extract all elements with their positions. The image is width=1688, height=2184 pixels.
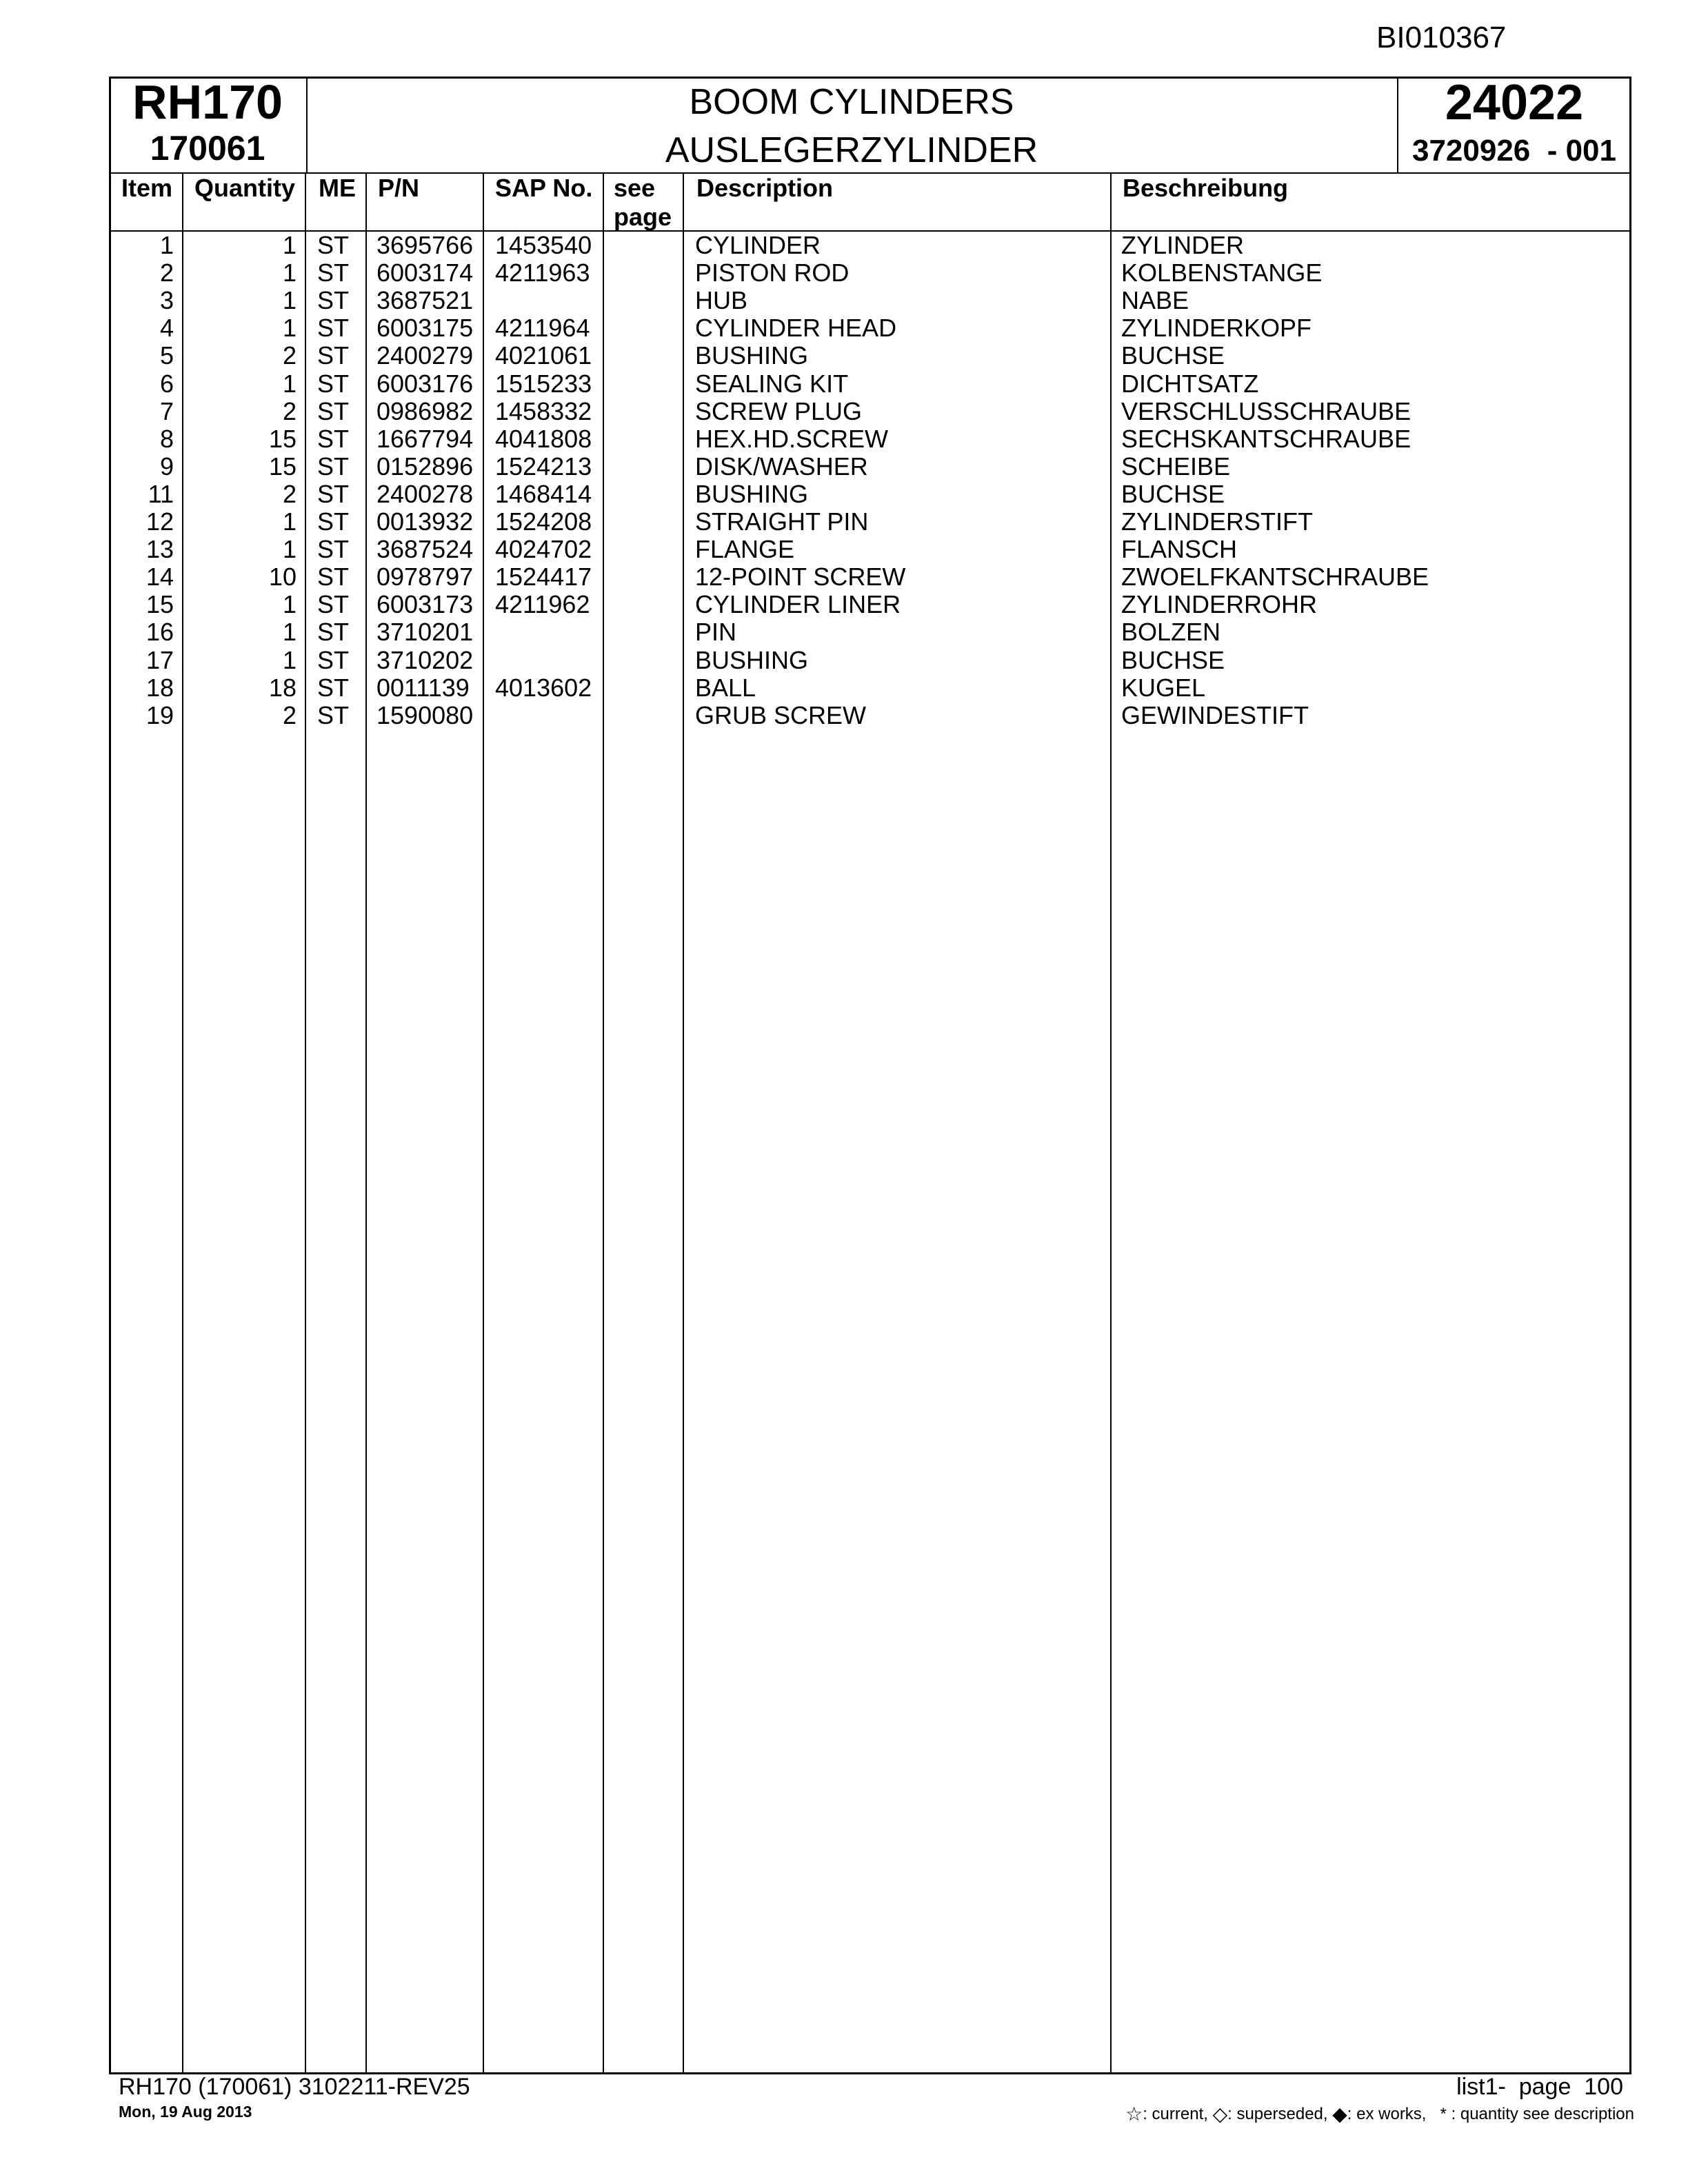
cell-description: PISTON ROD [695, 259, 850, 287]
cell-item: 12 [145, 507, 174, 536]
column-header-quantity: Quantity [194, 174, 296, 202]
cell-pn: 0152896 [376, 452, 474, 481]
cell-beschreibung: ZYLINDERROHR [1121, 590, 1318, 619]
cell-quantity: 15 [268, 452, 297, 481]
cell-description: BUSHING [695, 479, 809, 508]
cell-me: ST [317, 424, 350, 453]
cell-beschreibung: ZYLINDERSTIFT [1121, 507, 1314, 536]
cell-beschreibung: KUGEL [1121, 673, 1206, 702]
cell-item: 17 [145, 645, 174, 674]
cell-me: ST [317, 452, 350, 481]
cell-sap: 4024702 [495, 535, 592, 564]
cell-beschreibung: SECHSKANTSCHRAUBE [1121, 424, 1411, 453]
cell-me: ST [317, 507, 350, 536]
cell-me: ST [317, 645, 350, 674]
cell-item: 2 [159, 259, 174, 287]
column-separator [483, 172, 484, 2074]
cell-see-page [614, 287, 680, 314]
cell-description: GRUB SCREW [695, 700, 867, 729]
document-id: BI010367 [1376, 21, 1507, 54]
cell-pn: 6003174 [376, 259, 474, 287]
cell-beschreibung: FLANSCH [1121, 535, 1238, 564]
cell-me: ST [317, 535, 350, 564]
cell-quantity: 1 [282, 590, 297, 619]
cell-see-page [614, 453, 680, 481]
group-number: 24022 [1445, 75, 1584, 130]
cell-me: ST [317, 479, 350, 508]
cell-item: 16 [145, 618, 174, 647]
cell-see-page [614, 425, 680, 453]
legend-quantity: * : quantity see description [1440, 2105, 1634, 2123]
legend-ex-works: : ex works, [1347, 2105, 1427, 2123]
cell-see-page [614, 702, 680, 729]
title-english: BOOM CYLINDERS [689, 82, 1014, 122]
cell-sap: 4013602 [495, 673, 592, 702]
column-header-item: Item [121, 174, 173, 202]
cell-item: 6 [159, 369, 174, 398]
cell-description: HUB [695, 286, 748, 315]
cell-see-page [614, 398, 680, 425]
cell-sap: 4211964 [495, 314, 590, 343]
cell-me: ST [317, 673, 350, 702]
cell-see-page [614, 342, 680, 370]
column-separator [603, 172, 604, 2074]
cell-me: ST [317, 700, 350, 729]
cell-description: CYLINDER HEAD [695, 314, 897, 343]
cell-pn: 6003173 [376, 590, 474, 619]
cell-see-page [614, 314, 680, 342]
legend-superseded: : superseded, [1227, 2105, 1328, 2123]
cell-pn: 1667794 [376, 424, 474, 453]
cell-item: 14 [145, 563, 174, 592]
column-separator [305, 172, 306, 2074]
cell-item: 11 [148, 479, 174, 508]
cell-sap: 1524417 [495, 563, 592, 592]
cell-item: 13 [145, 535, 174, 564]
cell-sap: 4211963 [495, 259, 590, 287]
cell-beschreibung: BUCHSE [1121, 479, 1225, 508]
cell-sap: 1524208 [495, 507, 592, 536]
legend-current: : current, [1143, 2105, 1208, 2123]
cell-sap: 1524213 [495, 452, 592, 481]
column-separator [1110, 172, 1112, 2074]
cell-item: 8 [159, 424, 174, 453]
cell-sap: 1458332 [495, 396, 592, 425]
cell-me: ST [317, 259, 350, 287]
cell-beschreibung: ZWOELFKANTSCHRAUBE [1121, 563, 1429, 592]
cell-sap [495, 702, 599, 729]
cell-pn: 2400279 [376, 341, 474, 370]
cell-pn: 3695766 [376, 231, 474, 259]
cell-sap: 4041808 [495, 424, 592, 453]
group-reference: 3720926 - 001 [1411, 134, 1617, 168]
cell-item: 18 [145, 673, 174, 702]
cell-beschreibung: VERSCHLUSSCHRAUBE [1121, 396, 1411, 425]
cell-item: 1 [159, 231, 174, 259]
cell-see-page [614, 591, 680, 618]
cell-me: ST [317, 231, 350, 259]
cell-sap [495, 647, 599, 674]
cell-item: 15 [145, 590, 174, 619]
cell-description: PIN [695, 618, 737, 647]
cell-quantity: 1 [282, 314, 297, 343]
column-header-see: see [614, 174, 656, 202]
cell-pn: 0013932 [376, 507, 474, 536]
cell-description: SEALING KIT [695, 369, 849, 398]
cell-me: ST [317, 341, 350, 370]
cell-pn: 3710201 [376, 618, 474, 647]
column-separator [683, 172, 684, 2074]
cell-quantity: 18 [268, 673, 297, 702]
cell-description: BUSHING [695, 645, 809, 674]
cell-me: ST [317, 590, 350, 619]
cell-quantity: 2 [282, 479, 297, 508]
cell-item: 19 [145, 700, 174, 729]
cell-quantity: 2 [282, 341, 297, 370]
cell-quantity: 1 [282, 369, 297, 398]
column-header-me: ME [319, 174, 356, 202]
cell-beschreibung: SCHEIBE [1121, 452, 1231, 481]
cell-sap: 1453540 [495, 231, 592, 259]
cell-quantity: 15 [268, 424, 297, 453]
column-header-page: page [614, 203, 672, 231]
cell-see-page [614, 563, 680, 591]
cell-pn: 2400278 [376, 479, 474, 508]
cell-me: ST [317, 618, 350, 647]
cell-quantity: 1 [282, 286, 297, 315]
cell-beschreibung: BUCHSE [1121, 341, 1225, 370]
cell-sap: 1515233 [495, 369, 592, 398]
footer-document-ref: RH170 (170061) 3102211-REV25 [119, 2074, 470, 2100]
cell-description: DISK/WASHER [695, 452, 868, 481]
cell-item: 3 [159, 286, 174, 315]
cell-description: 12-POINT SCREW [695, 563, 906, 592]
cell-me: ST [317, 396, 350, 425]
cell-item: 9 [159, 452, 174, 481]
column-header-pn: P/N [378, 174, 420, 202]
cell-me: ST [317, 563, 350, 592]
cell-see-page [614, 259, 680, 287]
cell-description: BALL [695, 673, 756, 702]
cell-see-page [614, 536, 680, 563]
cell-beschreibung: GEWINDESTIFT [1121, 700, 1309, 729]
cell-quantity: 10 [268, 563, 297, 592]
cell-description: STRAIGHT PIN [695, 507, 869, 536]
cell-beschreibung: DICHTSATZ [1121, 369, 1259, 398]
cell-sap: 1468414 [495, 479, 592, 508]
column-separator [365, 172, 367, 2074]
cell-beschreibung: BOLZEN [1121, 618, 1221, 647]
cell-item: 4 [159, 314, 174, 343]
model-number: 170061 [150, 129, 265, 168]
cell-quantity: 1 [282, 507, 297, 536]
cell-quantity: 1 [282, 259, 297, 287]
footer-page-number: list1- page 100 [1456, 2074, 1623, 2100]
cell-pn: 3687524 [376, 535, 474, 564]
cell-description: CYLINDER LINER [695, 590, 901, 619]
cell-sap [495, 618, 599, 646]
cell-pn: 0986982 [376, 396, 474, 425]
cell-me: ST [317, 369, 350, 398]
cell-sap [495, 287, 599, 314]
cell-description: HEX.HD.SCREW [695, 424, 889, 453]
cell-see-page [614, 370, 680, 398]
cell-pn: 0011139 [376, 673, 470, 702]
cell-description: FLANGE [695, 535, 795, 564]
cell-item: 7 [159, 396, 174, 425]
cell-item: 5 [159, 341, 174, 370]
cell-quantity: 1 [282, 231, 297, 259]
cell-beschreibung: NABE [1121, 286, 1189, 315]
cell-quantity: 2 [282, 396, 297, 425]
model-name: RH170 [132, 75, 283, 129]
cell-me: ST [317, 286, 350, 315]
column-header-beschreibung: Beschreibung [1123, 174, 1289, 202]
cell-pn: 3687521 [376, 286, 474, 315]
footer-date: Mon, 19 Aug 2013 [119, 2103, 252, 2121]
cell-see-page [614, 232, 680, 259]
cell-pn: 0978797 [376, 563, 474, 592]
cell-quantity: 1 [282, 645, 297, 674]
cell-sap: 4021061 [495, 341, 592, 370]
cell-see-page [614, 674, 680, 702]
cell-beschreibung: BUCHSE [1121, 645, 1225, 674]
column-header-description: Description [696, 174, 834, 202]
cell-see-page [614, 508, 680, 536]
cell-quantity: 1 [282, 535, 297, 564]
cell-quantity: 2 [282, 700, 297, 729]
cell-description: BUSHING [695, 341, 809, 370]
diamond-filled-icon: ◆ [1332, 2103, 1347, 2125]
column-header-sap: SAP No. [495, 174, 593, 202]
cell-description: SCREW PLUG [695, 396, 863, 425]
cell-see-page [614, 647, 680, 674]
diamond-outline-icon: ◇ [1212, 2103, 1228, 2125]
cell-pn: 1590080 [376, 700, 474, 729]
cell-beschreibung: ZYLINDERKOPF [1121, 314, 1312, 343]
cell-quantity: 1 [282, 618, 297, 647]
cell-pn: 6003175 [376, 314, 474, 343]
cell-sap: 4211962 [495, 590, 590, 619]
cell-description: CYLINDER [695, 231, 821, 259]
cell-beschreibung: KOLBENSTANGE [1121, 259, 1323, 287]
cell-pn: 3710202 [376, 645, 474, 674]
cell-pn: 6003176 [376, 369, 474, 398]
legend [1062, 2103, 1634, 2125]
title-german: AUSLEGERZYLINDER [665, 130, 1038, 170]
star-outline-icon: ☆ [1125, 2103, 1143, 2125]
cell-me: ST [317, 314, 350, 343]
cell-beschreibung: ZYLINDER [1121, 231, 1245, 259]
cell-see-page [614, 618, 680, 646]
cell-see-page [614, 481, 680, 508]
